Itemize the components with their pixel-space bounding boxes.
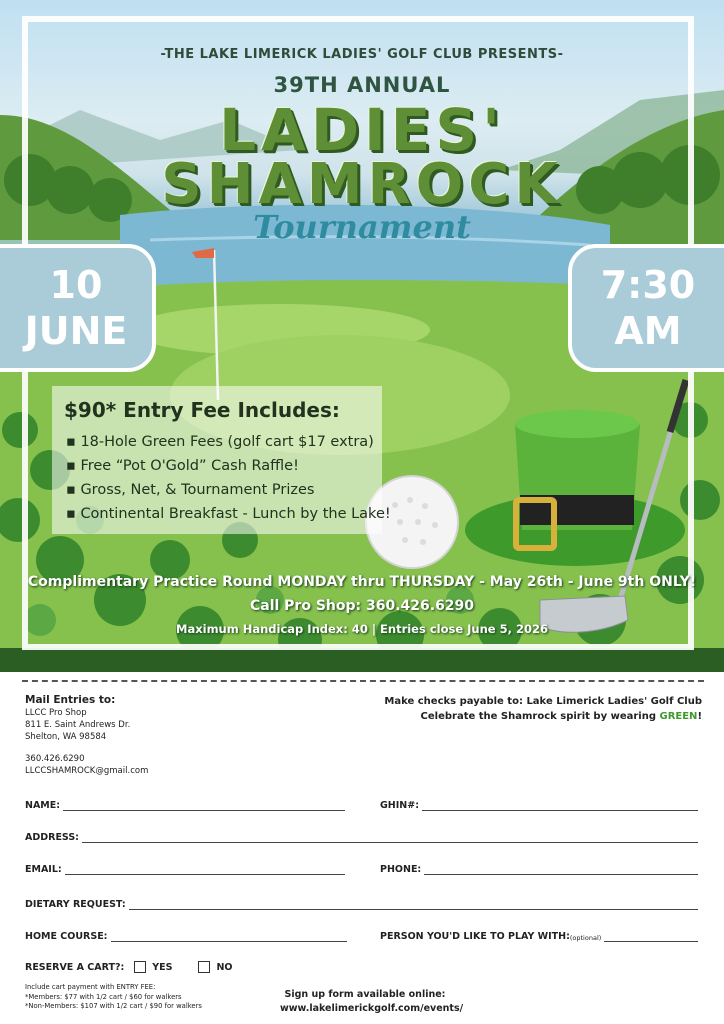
- email-field[interactable]: [25, 864, 345, 875]
- mail-city: Shelton, WA 98584: [25, 732, 107, 742]
- call-pro-shop-text: Call Pro Shop: 360.426.6290: [249, 598, 475, 614]
- address-line[interactable]: [82, 832, 698, 843]
- play-with-optional: (optional): [569, 934, 602, 942]
- mail-entries: [25, 694, 148, 777]
- online-signup: [280, 988, 464, 1016]
- online-label: Sign up form available online:: [284, 989, 446, 1000]
- address-label: ADDRESS:: [25, 832, 79, 843]
- subtitle-tournament: Tournament: [253, 208, 471, 246]
- play-with-label: PERSON YOU'D LIKE TO PLAY WITH:: [380, 931, 570, 942]
- reserve-label: RESERVE A CART?:: [25, 961, 125, 973]
- mail-street: 811 E. Saint Andrews Dr.: [25, 720, 131, 730]
- phone-line[interactable]: [424, 864, 698, 875]
- time-period: AM: [614, 309, 682, 353]
- fee-title: $90* Entry Fee Includes:: [64, 398, 340, 422]
- note-line: Include cart payment with ENTRY FEE:: [25, 983, 156, 991]
- yes-checkbox[interactable]: [134, 961, 146, 973]
- list-item: ▪ Gross, Net, & Tournament Prizes: [66, 478, 391, 502]
- no-checkbox[interactable]: [198, 961, 210, 973]
- ghin-label: GHIN#:: [380, 800, 419, 811]
- reserve-cart: [25, 961, 233, 973]
- payable-text: Make checks payable to: Lake Limerick Ladies' Golf Club: [384, 696, 702, 707]
- cart-payment-note: [25, 983, 202, 1012]
- yes-label: YES: [152, 961, 173, 973]
- play-with-line[interactable]: [604, 931, 698, 942]
- date-month: JUNE: [24, 309, 128, 353]
- cut-line: [22, 680, 704, 682]
- mail-heading: Mail Entries to:: [25, 694, 116, 706]
- date-day: 10: [49, 263, 103, 307]
- list-item: ▪ Free “Pot O'Gold” Cash Raffle!: [66, 454, 391, 478]
- home-course-label: HOME COURSE:: [25, 931, 108, 942]
- dietary-line[interactable]: [129, 899, 698, 910]
- handicap-text: Maximum Handicap Index: 40 | Entries close June 5, 2026: [176, 622, 548, 636]
- name-field[interactable]: [25, 800, 345, 811]
- dietary-field[interactable]: [25, 899, 698, 910]
- spirit-prefix: Celebrate the Shamrock spirit by wearing: [420, 711, 660, 722]
- spirit-text: [384, 709, 702, 724]
- list-item: ▪ 18-Hole Green Fees (golf cart $17 extra): [66, 430, 391, 454]
- time-hour: 7:30: [600, 263, 696, 307]
- email-line[interactable]: [65, 864, 345, 875]
- mail-phone: 360.426.6290: [25, 754, 85, 764]
- mail-name: LLCC Pro Shop: [25, 708, 87, 718]
- spirit-green: GREEN: [659, 711, 698, 722]
- no-label: NO: [216, 961, 233, 973]
- date-badge: [0, 244, 156, 372]
- note-line: *Members: $77 with 1/2 cart / $60 for walkers: [25, 992, 182, 1001]
- ghin-field[interactable]: [380, 800, 698, 811]
- home-course-field[interactable]: [25, 931, 347, 942]
- spirit-suffix: !: [697, 711, 702, 722]
- phone-label: PHONE:: [380, 864, 422, 875]
- email-label: EMAIL:: [25, 864, 62, 875]
- online-url[interactable]: www.lakelimerickgolf.com/events/: [280, 1003, 464, 1014]
- ghin-line[interactable]: [422, 800, 698, 811]
- home-course-line[interactable]: [111, 931, 348, 942]
- name-label: NAME:: [25, 800, 61, 811]
- time-badge: [568, 244, 724, 372]
- presents-line: -THE LAKE LIMERICK LADIES' GOLF CLUB PRESENTS-: [160, 47, 564, 62]
- fee-list: [66, 430, 391, 526]
- name-line[interactable]: [63, 800, 345, 811]
- title-shamrock: SHAMROCK: [161, 152, 563, 217]
- annual-label: 39TH ANNUAL: [273, 73, 451, 97]
- phone-field[interactable]: [380, 864, 698, 875]
- note-line: *Non-Members: $107 with 1/2 cart / $90 for walkers: [25, 1002, 202, 1010]
- dietary-label: DIETARY REQUEST:: [25, 899, 126, 910]
- play-with-field[interactable]: [380, 931, 698, 942]
- mail-email: LLCCSHAMROCK@gmail.com: [25, 766, 149, 776]
- practice-round-text: Complimentary Practice Round MONDAY thru THURSDAY - May 26th - June 9th ONLY!: [27, 574, 697, 590]
- title-ladies: LADIES': [219, 96, 505, 164]
- address-field[interactable]: [25, 832, 698, 843]
- checks-payable: [384, 694, 702, 724]
- list-item: ▪ Continental Breakfast - Lunch by the Lake!: [66, 502, 391, 526]
